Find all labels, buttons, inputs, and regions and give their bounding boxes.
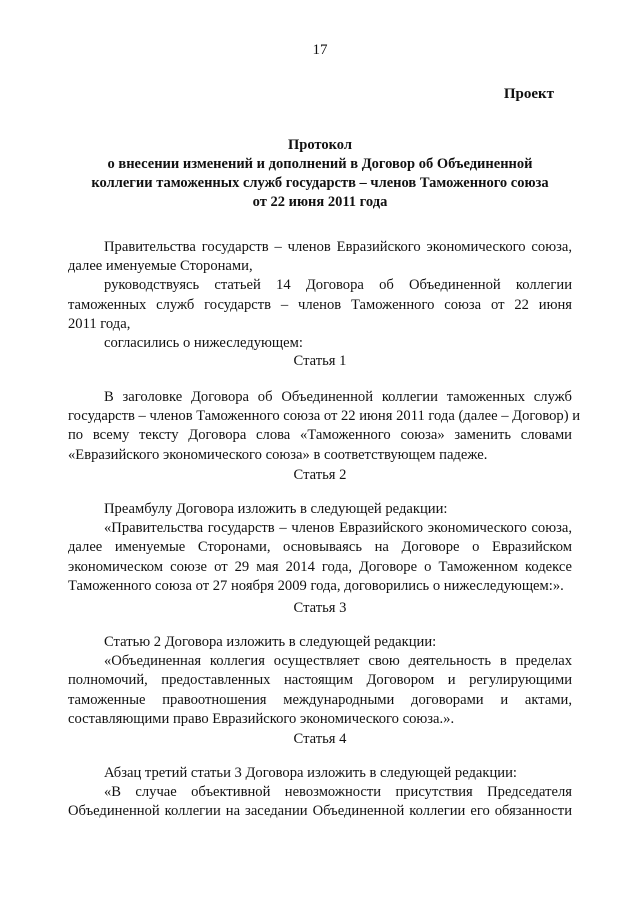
article-1-body: [68, 388, 581, 465]
text-line: Таможенного союза от 27 ноября 2009 года, договорились о нижеследующем:».: [68, 577, 564, 594]
article-1-heading: Статья 1: [293, 353, 347, 369]
title-line: о внесении изменений и дополнений в Договор об Объединенной: [107, 156, 533, 172]
text-line: 2011 года,: [68, 315, 131, 332]
text-line: далее именуемые Сторонами,: [68, 258, 253, 275]
text-line: Абзац третий статьи 3 Договора изложить в следующей редакции:: [104, 765, 517, 781]
article-2-heading: Статья 2: [293, 467, 347, 483]
text-line: «Правительства государств – членов Евразийского экономического союза,: [104, 520, 572, 537]
text-line: Преамбулу Договора изложить в следующей редакции:: [104, 501, 448, 517]
text-line: далее именуемые Сторонами, основываясь на Договоре о Евразийском: [68, 539, 572, 556]
text-line: согласились о нижеследующем:: [104, 335, 303, 352]
text-line: Объединенной коллегии на заседании Объединенной коллегии его обязанности: [68, 803, 572, 820]
text-line: «В случае объективной невозможности присутствия Председателя: [104, 784, 572, 801]
article-3-body: [68, 633, 572, 729]
title-line: от 22 июня 2011 года: [252, 194, 388, 210]
text-line: Правительства государств – членов Евразийского экономического союза,: [104, 239, 572, 255]
text-line: «Евразийского экономического союза» в соответствующем падеже.: [68, 446, 488, 463]
draft-label: Проект: [503, 86, 554, 102]
text-line: составляющими право Евразийского экономического союза.».: [68, 710, 455, 727]
text-line: государств – членов Таможенного союза от 22 июня 2011 года (далее – Договор) и: [68, 408, 581, 425]
text-line: «Объединенная коллегия осуществляет свою деятельность в пределах: [104, 653, 572, 670]
document-title: [60, 136, 580, 212]
text-line: экономическом союзе от 29 мая 2014 года, Договоре о Таможенном кодексе: [68, 558, 572, 575]
text-line: В заголовке Договора об Объединенной коллегии таможенных служб: [104, 389, 572, 405]
page-number: 17: [312, 42, 328, 58]
text-line: по всему тексту Договора слова «Таможенного союза» заменить словами: [68, 427, 572, 444]
text-line: таможенных служб государств – членов Таможенного союза от 22 июня: [68, 296, 572, 313]
text-line: полномочий, предоставленных настоящим Договором и регулирующими: [68, 672, 572, 689]
text-line: таможенные правоотношения международными договорами и актами,: [68, 691, 572, 708]
text-line: Статью 2 Договора изложить в следующей редакции:: [104, 634, 437, 650]
preamble: [68, 238, 572, 353]
article-3-heading: Статья 3: [293, 600, 347, 616]
text-line: руководствуясь статьей 14 Договора об Объединенной коллегии: [104, 277, 572, 294]
article-4-body: [68, 764, 572, 822]
title-line: коллегии таможенных служб государств – членов Таможенного союза: [91, 175, 549, 191]
article-4-heading: Статья 4: [293, 731, 347, 747]
article-2-body: [68, 500, 572, 596]
title-line: Протокол: [288, 137, 352, 153]
